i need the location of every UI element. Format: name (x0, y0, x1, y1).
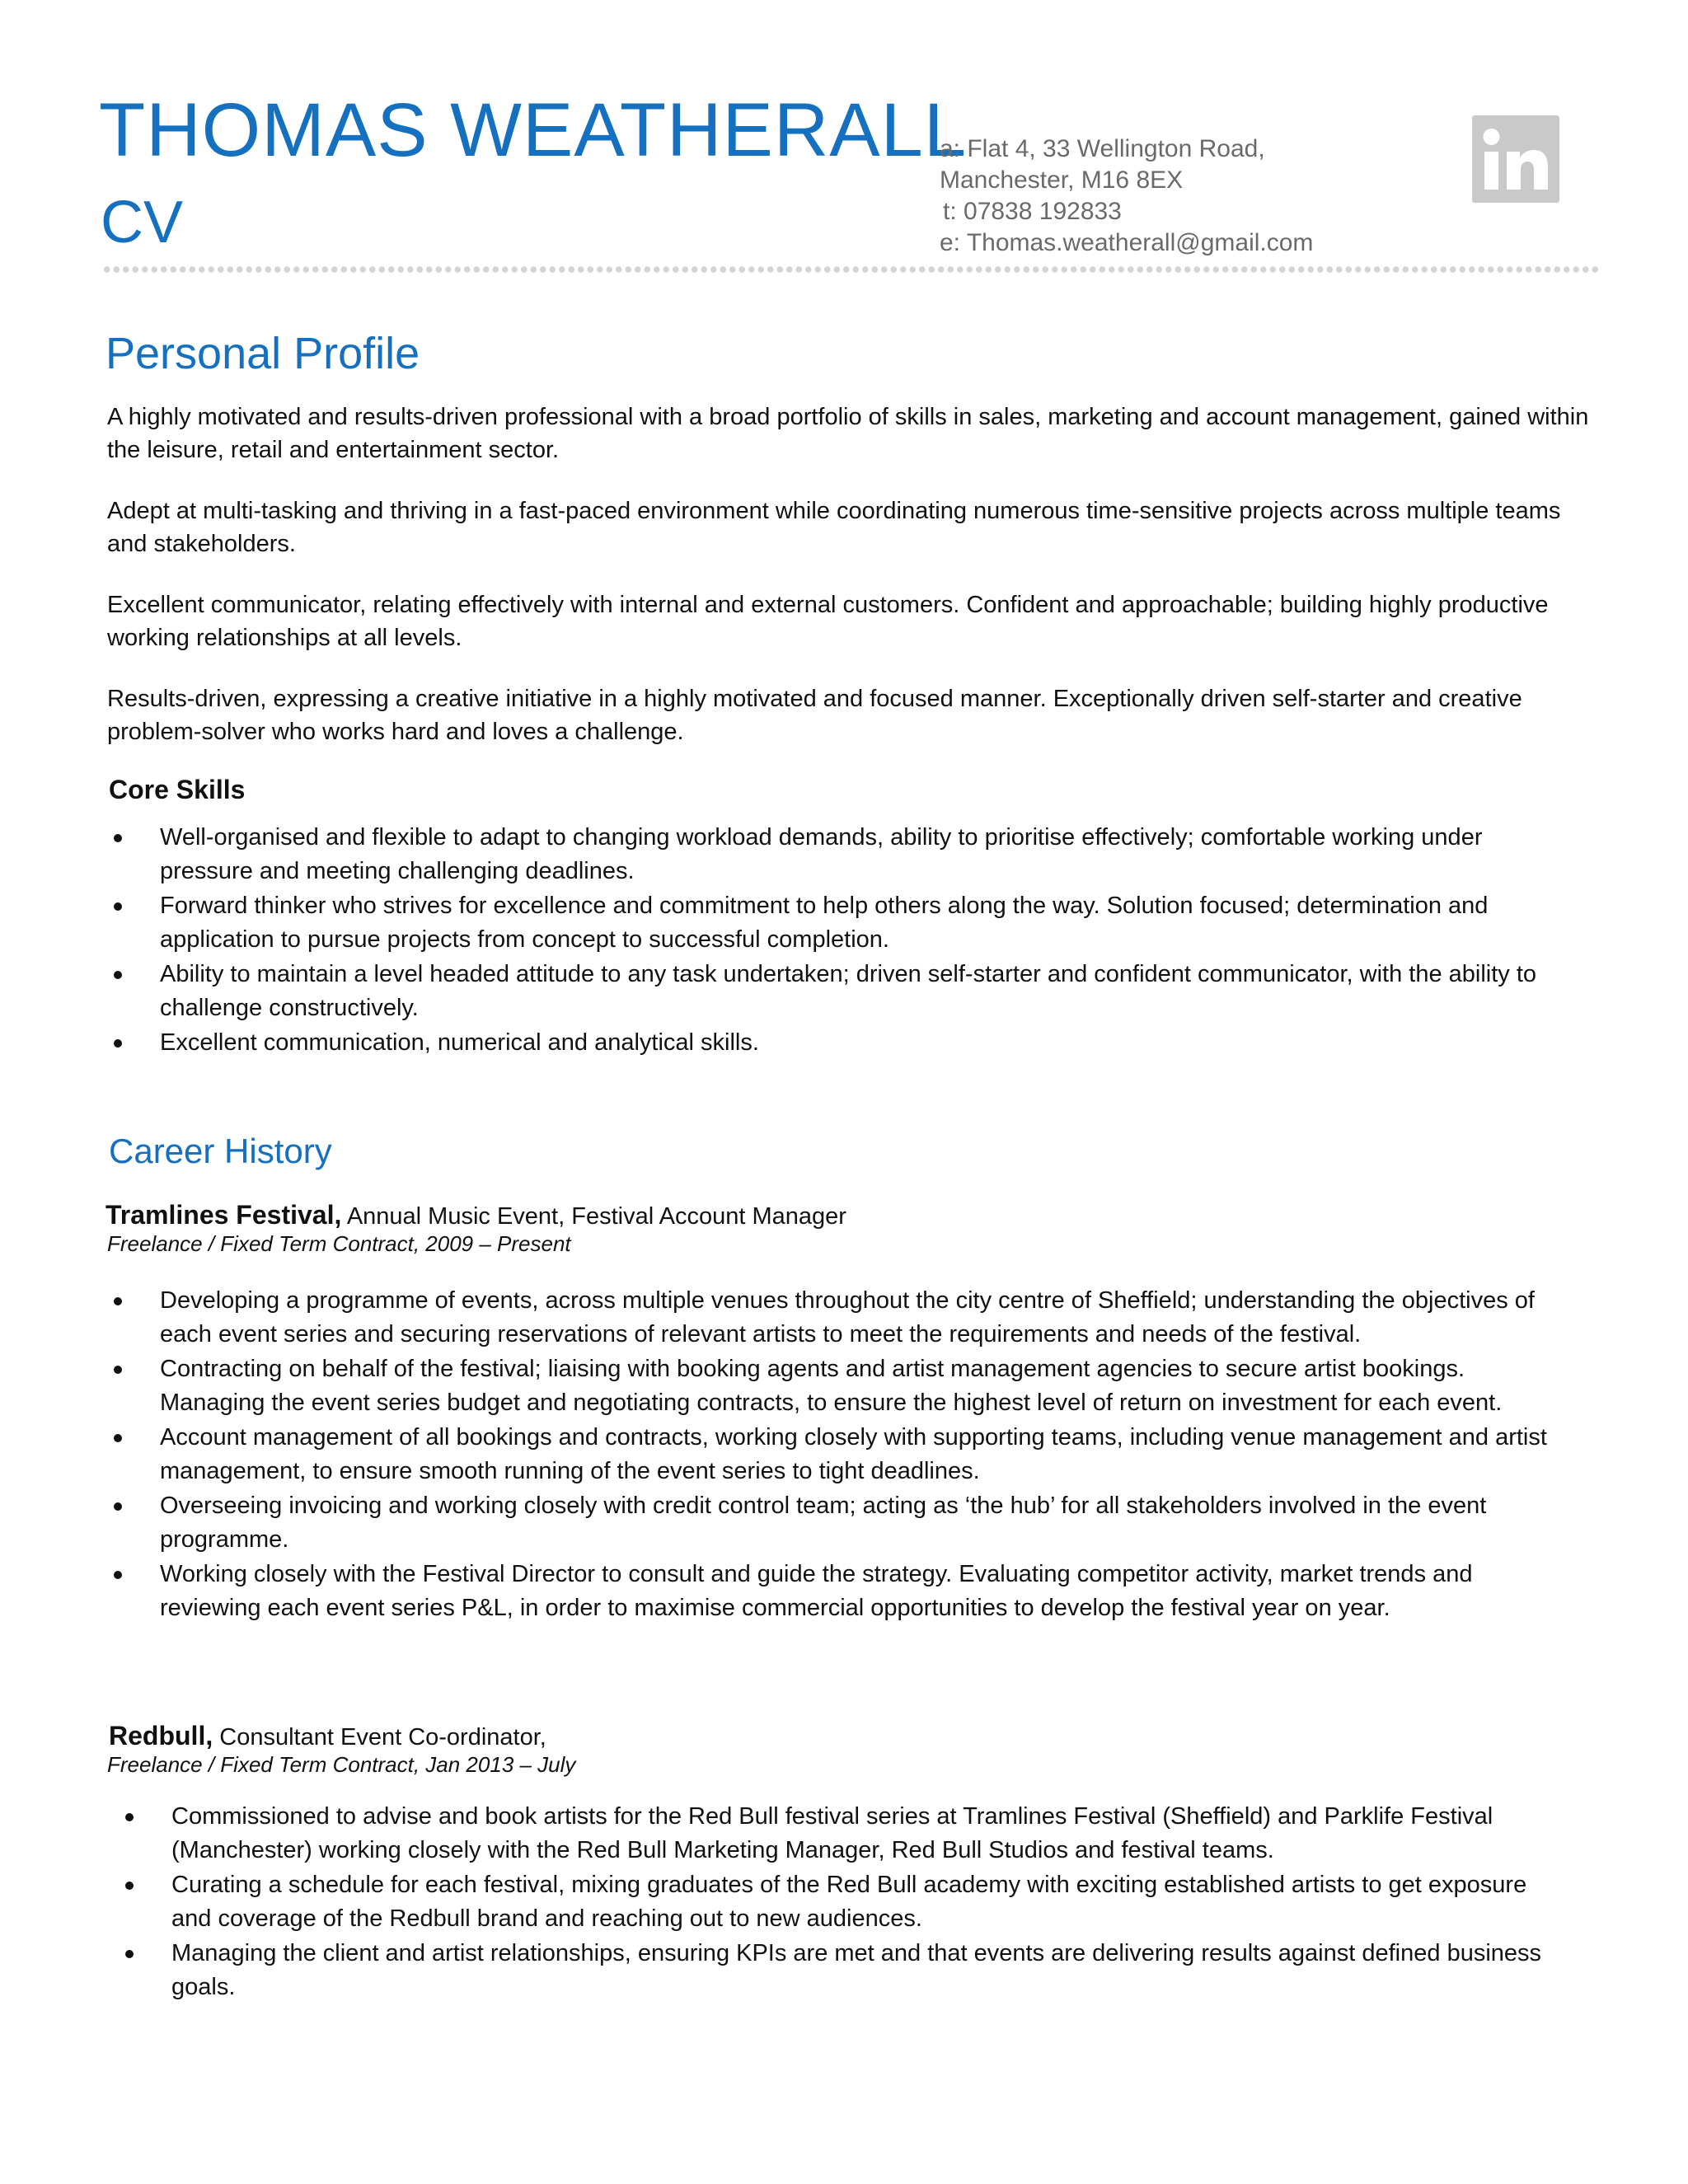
list-item: Working closely with the Festival Director to consult and guide the strategy. Evaluating competitor activity, market trends and reviewing each event series P&L, in order to maximise commercial opportunities to develop the festival year on year. (109, 1558, 1559, 1624)
job-bullets (120, 1800, 1571, 2005)
job-title-line (106, 1200, 846, 1230)
contact-block (940, 134, 1313, 259)
list-item: Forward thinker who strives for excellence and commitment to help others along the way. Solution focused; determination and application to pursue projects from concept to successful completion. (109, 889, 1568, 956)
job-title-line (109, 1721, 546, 1751)
bullet-icon (125, 1950, 134, 1958)
list-item: Account management of all bookings and contracts, working closely with supporting teams, including venue management and artist management, to ensure smooth running of the event series to tight deadlines. (109, 1421, 1559, 1488)
profile-paragraph: Excellent communicator, relating effectively with internal and external customers. Confident and approachable; building highly productive working relationships at all levels. (107, 592, 1549, 651)
bullet-icon (114, 834, 122, 842)
list-item: Developing a programme of events, across multiple venues throughout the city centre of Sheffield; understanding the objectives of each event series and securing reservations of relevant artists to meet the requirements and needs of the festival. (109, 1284, 1559, 1351)
bullet-icon (114, 1502, 122, 1511)
list-item: Contracting on behalf of the festival; liaising with booking agents and artist management agencies to secure artist bookings. Managing the event series budget and negotiating contracts, to ensure the highest level of return on investment for each event. (109, 1352, 1559, 1419)
list-item: Well-organised and flexible to adapt to changing workload demands, ability to prioritise effectively; comfortable working under pressure and meeting challenging deadlines. (109, 821, 1568, 888)
bullet-icon (114, 1366, 122, 1374)
profile-paragraph: Adept at multi-tasking and thriving in a fast-paced environment while coordinating numerous time-sensitive projects across multiple teams and stakeholders. (107, 498, 1561, 557)
header-divider (102, 265, 1601, 274)
profile-heading: Personal Profile (106, 329, 420, 378)
contract-line: Freelance / Fixed Term Contract, 2009 – Present (107, 1231, 571, 1256)
bullet-icon (114, 1571, 122, 1579)
list-item: Ability to maintain a level headed attitude to any task undertaken; driven self-starter and confident communicator, with the ability to challenge constructively. (109, 958, 1568, 1024)
employer-name: Redbull, (109, 1721, 213, 1750)
bullet-icon (114, 971, 122, 979)
profile-paragraph: Results-driven, expressing a creative initiative in a highly motivated and focused manner. Exceptionally driven self-starter and creative problem-solver who works hard and loves a challenge. (107, 686, 1522, 745)
cv-name: THOMAS WEATHERALL (99, 88, 967, 172)
linkedin-icon[interactable] (1472, 115, 1559, 203)
list-item: Managing the client and artist relationships, ensuring KPIs are met and that events are delivering results against defined business goals. (120, 1937, 1571, 2004)
core-skills-heading: Core Skills (109, 775, 246, 804)
address-line-1: a: Flat 4, 33 Wellington Road, (940, 135, 1265, 162)
cv-subtitle: CV (101, 190, 184, 255)
list-item: Curating a schedule for each festival, mixing graduates of the Red Bull academy with exciting established artists to get exposure and coverage of the Redbull brand and reaching out to new audiences. (120, 1868, 1571, 1935)
profile-paragraph: A highly motivated and results-driven professional with a broad portfolio of skills in sales, marketing and account management, gained within the leisure, retail and entertainment sector. (107, 404, 1589, 463)
employer-name: Tramlines Festival, (106, 1200, 342, 1230)
contract-line: Freelance / Fixed Term Contract, Jan 2013 – July (107, 1752, 576, 1777)
job-bullets (109, 1284, 1559, 1626)
bullet-icon (114, 1297, 122, 1305)
bullet-icon (114, 1434, 122, 1442)
list-item: Commissioned to advise and book artists for the Red Bull festival series at Tramlines Festival (Sheffield) and Parklife Festival (Manchester) working closely with the Red Bull Marketing Manager, Red Bull Studios and festival teams. (120, 1800, 1571, 1867)
list-item: Excellent communication, numerical and analytical skills. (109, 1026, 1568, 1060)
bullet-icon (125, 1813, 134, 1821)
phone-number: t: 07838 192833 (943, 198, 1122, 225)
list-item: Overseeing invoicing and working closely with credit control team; acting as ‘the hub’ for all stakeholders involved in the event programme. (109, 1489, 1559, 1556)
core-skills-list (109, 821, 1568, 1062)
job-role: Annual Music Event, Festival Account Manager (341, 1203, 846, 1230)
bullet-icon (125, 1882, 134, 1890)
career-heading: Career History (109, 1132, 332, 1170)
address-line-2: Manchester, M16 8EX (940, 166, 1184, 194)
bullet-icon (114, 1039, 122, 1047)
bullet-icon (114, 902, 122, 911)
email-address[interactable]: e: Thomas.weatherall@gmail.com (940, 229, 1314, 256)
job-role: Consultant Event Co-ordinator, (213, 1724, 546, 1750)
